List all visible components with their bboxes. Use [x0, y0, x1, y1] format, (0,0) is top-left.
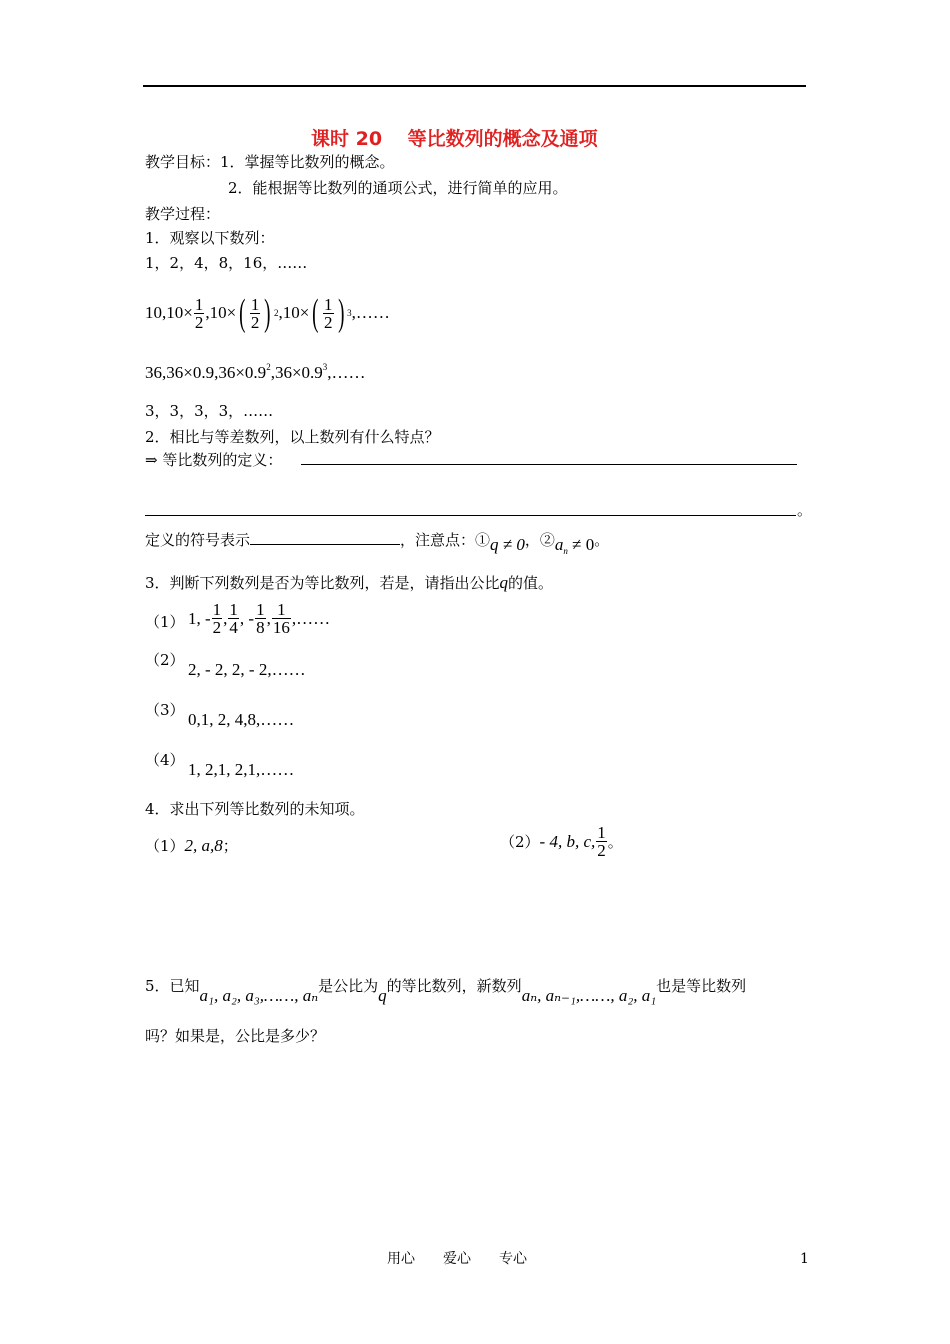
fraction: $\frac{1}{4}$ — [229, 600, 238, 637]
seq2-mid1: ,10× — [205, 303, 237, 322]
page-title: 课时 20 等比数列的概念及通项 — [311, 128, 598, 150]
fraction-half: $\frac{1}{2}$ — [324, 294, 333, 332]
s2-symbol-line — [145, 530, 609, 561]
s2-heading: 2．相比与等差数列，以上数列有什么特点？ — [145, 428, 440, 446]
fraction-half: $\frac{1}{2}$ — [597, 823, 606, 860]
s3-item1: 1, - $\frac{1}{2}$ , $\frac{1}{4}$ , - $\frac{1}{8}$ , $\frac{1}{16}$ ,…… — [188, 600, 331, 637]
objective-1: 1．掌握等比数列的概念。 — [220, 153, 395, 171]
s5-line2: 吗？如果是，公比是多少？ — [145, 1027, 326, 1045]
s3-item2: 2, - 2, 2, - 2,…… — [188, 660, 306, 679]
objectives-line-1 — [145, 152, 395, 172]
s3-item1-label: （1） — [145, 613, 185, 631]
s3-heading: 3．判断下列数列是否为等比数列，若是，请指出公比q的值。 — [145, 573, 554, 592]
left-paren: ( — [312, 292, 319, 334]
s3-item4: 1, 2,1, 2,1,…… — [188, 760, 295, 779]
fraction-half: $\frac{1}{2}$ — [194, 294, 204, 332]
s1-seq3: $36,36\times 0.9,36\times 0.9^2,36\times 0.9^3,\dots\dots$ — [145, 362, 366, 382]
symbol-label: 定义的符号表示 — [145, 531, 251, 549]
exponent-2: 2 — [274, 308, 279, 318]
page-number: 1 — [800, 1251, 809, 1267]
def-end-mark: 。 — [797, 501, 813, 519]
s3-item2-label: （2） — [145, 651, 185, 669]
fraction: $\frac{1}{2}$ — [212, 600, 222, 637]
s1-seq4: 3，3，3，3，…… — [145, 402, 274, 420]
footer-text: 用心 爱心 专心 — [387, 1251, 527, 1267]
s2-def-label: ⇒ 等比数列的定义： — [145, 451, 283, 469]
right-paren: ) — [337, 292, 344, 334]
objectives-label: 教学目标： — [145, 153, 221, 171]
s4-p1: （1）2, a,8； — [145, 836, 238, 855]
seq2-tail: ,…… — [351, 303, 390, 322]
left-paren: ( — [239, 292, 246, 334]
process-label: 教学过程： — [145, 205, 221, 223]
s4-p2: （2） - 4, b, c, $\frac{1}{2}$ 。 — [500, 823, 623, 860]
s4-heading: 4．求出下列等比数列的未知项。 — [145, 800, 365, 818]
s1-heading: 1．观察以下数列： — [145, 229, 275, 247]
symbol-blank[interactable] — [250, 544, 400, 545]
note-q: q ≠ 0 — [490, 535, 525, 554]
seq2-mid2: ,10× — [278, 303, 310, 322]
answer-blank-1[interactable] — [301, 464, 797, 465]
s1-seq2 — [145, 288, 390, 338]
note-end: 。 — [594, 531, 610, 549]
fraction-half: $\frac{1}{2}$ — [250, 294, 260, 332]
note-label: ，注意点：① — [400, 531, 491, 549]
exponent-3: 3 — [347, 308, 352, 318]
header-rule — [143, 85, 806, 87]
fraction: $\frac{1}{8}$ — [256, 600, 265, 637]
seq2-lead: 10,10× — [145, 303, 193, 322]
s3-item3-label: （3） — [145, 701, 185, 719]
s3-item4-label: （4） — [145, 751, 185, 769]
note-sep: ，② — [524, 531, 555, 549]
fraction: $\frac{1}{16}$ — [272, 600, 290, 637]
objective-2: 2．能根据等比数列的通项公式，进行简单的应用。 — [228, 179, 568, 197]
s3-item3: 0,1, 2, 4,8,…… — [188, 710, 295, 729]
s1-seq1: 1，2，4，8，16，…… — [145, 254, 308, 272]
right-paren: ) — [264, 292, 271, 334]
answer-blank-2[interactable] — [145, 515, 796, 516]
s5-line1: 5．已知a₁, a₂, a₃,……, aₙ是公比为q的等比数列，新数列aₙ, aₙ₋₁,……, a₂, a₁也是等比数列 — [145, 977, 747, 1005]
note-an: $a_n \ne 0$ — [554, 535, 595, 556]
